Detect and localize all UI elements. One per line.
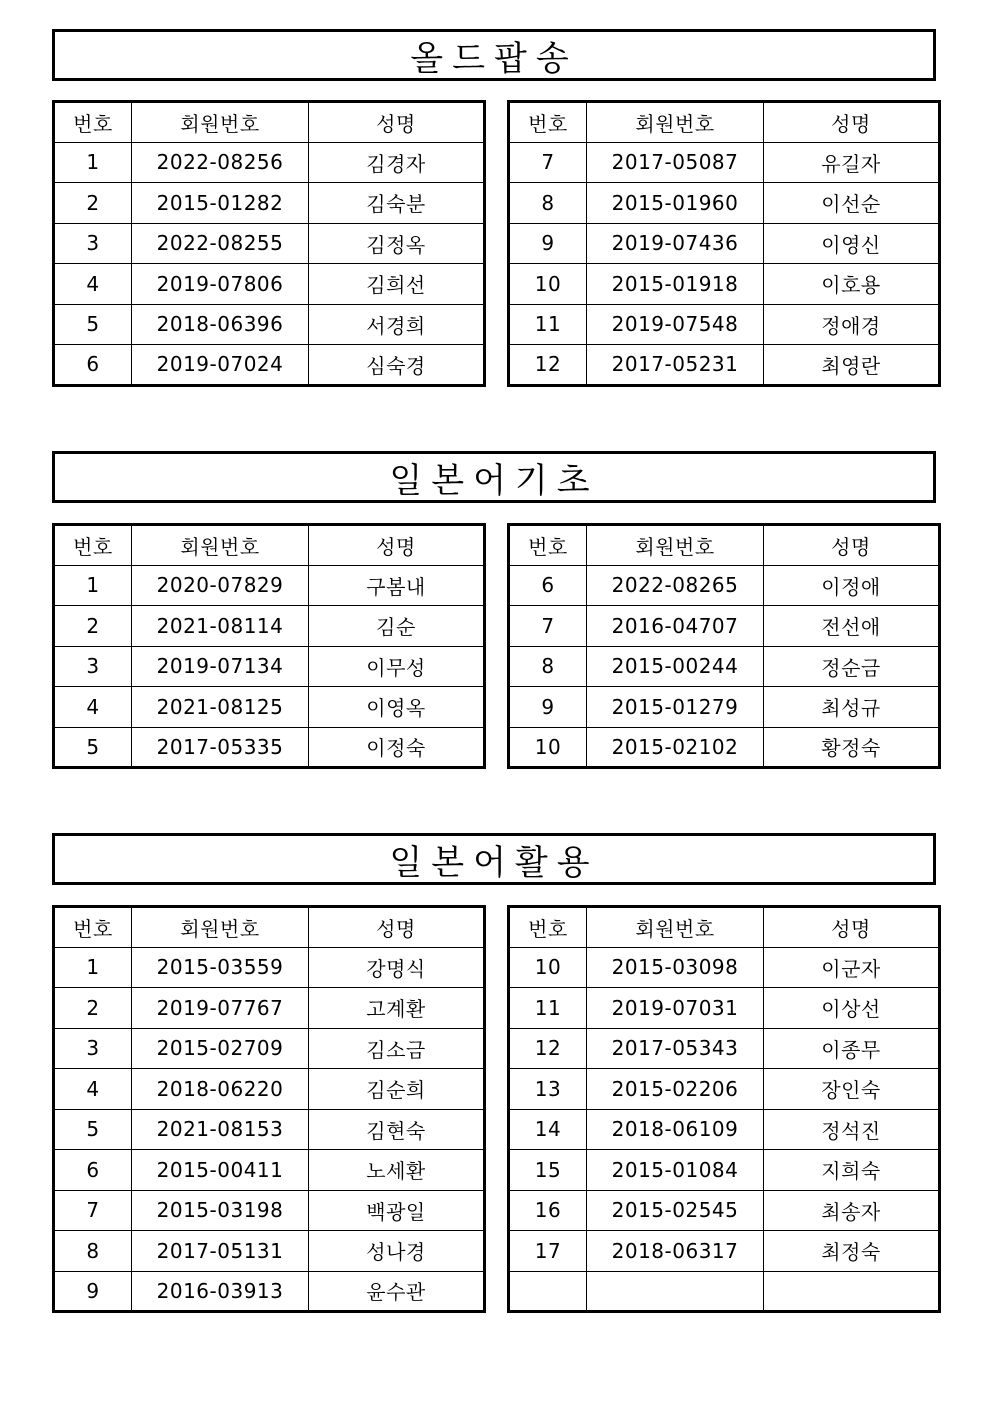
header-cell-name: 성명 [309,907,485,948]
cell-no: 2 [54,606,132,647]
cell-member-id: 2015-01918 [587,264,764,305]
cell-no: 15 [509,1150,587,1191]
table-row [509,1109,940,1150]
cell-name: 윤수관 [309,1271,485,1312]
cell-no: 17 [509,1231,587,1272]
table-row [509,264,940,305]
table-row [54,947,485,988]
cell-member-id: 2018-06109 [587,1109,764,1150]
table-row [509,687,940,728]
section-title-2: 일본어기초 [52,451,936,503]
table-row [509,223,940,264]
table-row [54,264,485,305]
cell-name: 김정옥 [309,223,485,264]
cell-name: 이호용 [764,264,940,305]
table-row [509,1150,940,1191]
cell-member-id: 2015-03198 [132,1190,309,1231]
cell-member-id: 2017-05131 [132,1231,309,1272]
table-row [509,565,940,606]
cell-name: 김현숙 [309,1109,485,1150]
table-row [509,1069,940,1110]
cell-no: 13 [509,1069,587,1110]
header-cell-no: 번호 [509,907,587,948]
cell-no: 6 [54,1150,132,1191]
table-row [509,1231,940,1272]
cell-name [764,1271,940,1312]
cell-no: 8 [509,646,587,687]
cell-no: 12 [509,345,587,386]
cell-no: 14 [509,1109,587,1150]
cell-member-id: 2020-07829 [132,565,309,606]
table-row [509,345,940,386]
cell-name: 지희숙 [764,1150,940,1191]
table-row [509,727,940,768]
cell-member-id: 2021-08114 [132,606,309,647]
cell-name: 심숙경 [309,345,485,386]
cell-no: 12 [509,1028,587,1069]
header-cell-name: 성명 [309,102,485,143]
cell-name: 이상선 [764,988,940,1029]
header-row [54,907,485,948]
cell-no: 10 [509,727,587,768]
cell-no: 7 [54,1190,132,1231]
table-row [509,1028,940,1069]
header-cell-name: 성명 [309,525,485,566]
table-row [509,988,940,1029]
roster-table-2-right [507,523,941,769]
cell-member-id: 2019-07134 [132,646,309,687]
cell-name: 이무성 [309,646,485,687]
table-row [509,304,940,345]
cell-member-id: 2015-02102 [587,727,764,768]
header-row [509,907,940,948]
cell-member-id: 2015-03559 [132,947,309,988]
cell-member-id: 2015-00411 [132,1150,309,1191]
roster-table-3-left [52,905,486,1313]
cell-name: 이정애 [764,565,940,606]
table-row [509,1190,940,1231]
header-cell-no: 번호 [54,907,132,948]
cell-member-id: 2015-01960 [587,183,764,224]
table-row [54,223,485,264]
table-row [509,1271,940,1312]
cell-no: 7 [509,606,587,647]
cell-name: 이선순 [764,183,940,224]
cell-member-id: 2018-06317 [587,1231,764,1272]
cell-name: 이군자 [764,947,940,988]
table-row [54,1231,485,1272]
header-cell-member-id: 회원번호 [132,525,309,566]
cell-no: 3 [54,1028,132,1069]
header-row [509,525,940,566]
cell-name: 최정숙 [764,1231,940,1272]
cell-member-id: 2022-08255 [132,223,309,264]
cell-name: 구봄내 [309,565,485,606]
cell-member-id: 2022-08265 [587,565,764,606]
cell-no: 4 [54,687,132,728]
cell-name: 최송자 [764,1190,940,1231]
cell-no: 9 [54,1271,132,1312]
cell-no: 1 [54,565,132,606]
cell-no: 10 [509,264,587,305]
cell-member-id: 2017-05087 [587,142,764,183]
cell-no: 3 [54,646,132,687]
header-cell-no: 번호 [54,525,132,566]
cell-member-id: 2022-08256 [132,142,309,183]
cell-name: 강명식 [309,947,485,988]
cell-name: 황정숙 [764,727,940,768]
header-cell-member-id: 회원번호 [587,907,764,948]
table-row [54,646,485,687]
cell-name: 유길자 [764,142,940,183]
table-row [54,183,485,224]
cell-name: 김순 [309,606,485,647]
roster-table-3-right [507,905,941,1313]
header-cell-member-id: 회원번호 [132,907,309,948]
cell-name: 정순금 [764,646,940,687]
table-row [54,988,485,1029]
header-row [509,102,940,143]
cell-name: 장인숙 [764,1069,940,1110]
table-row [54,1271,485,1312]
cell-member-id: 2015-03098 [587,947,764,988]
table-row [54,1109,485,1150]
header-cell-member-id: 회원번호 [587,525,764,566]
header-row [54,525,485,566]
cell-name: 이영신 [764,223,940,264]
cell-member-id: 2019-07806 [132,264,309,305]
cell-no: 4 [54,264,132,305]
roster-table-2-left [52,523,486,769]
cell-name: 최영란 [764,345,940,386]
cell-name: 김숙분 [309,183,485,224]
roster-table-1-left [52,100,486,387]
header-cell-no: 번호 [509,525,587,566]
table-row [54,687,485,728]
cell-no: 9 [509,687,587,728]
cell-name: 백광일 [309,1190,485,1231]
header-cell-name: 성명 [764,102,940,143]
header-cell-no: 번호 [54,102,132,143]
cell-no: 1 [54,142,132,183]
cell-name: 정애경 [764,304,940,345]
cell-no: 9 [509,223,587,264]
cell-name: 김순희 [309,1069,485,1110]
cell-no: 10 [509,947,587,988]
cell-name: 최성규 [764,687,940,728]
table-row [54,345,485,386]
cell-member-id: 2015-01282 [132,183,309,224]
cell-member-id: 2017-05231 [587,345,764,386]
table-row [54,727,485,768]
cell-no: 11 [509,304,587,345]
cell-name: 서경희 [309,304,485,345]
table-row [509,947,940,988]
table-row [54,1150,485,1191]
cell-name: 고계환 [309,988,485,1029]
table-row [509,183,940,224]
cell-member-id: 2018-06396 [132,304,309,345]
cell-member-id: 2019-07024 [132,345,309,386]
cell-no: 5 [54,1109,132,1150]
cell-member-id: 2016-04707 [587,606,764,647]
table-row [54,1069,485,1110]
cell-no: 16 [509,1190,587,1231]
cell-name: 김경자 [309,142,485,183]
header-cell-name: 성명 [764,525,940,566]
cell-no: 11 [509,988,587,1029]
cell-no: 5 [54,727,132,768]
table-row [54,1028,485,1069]
cell-name: 이종무 [764,1028,940,1069]
table-row [509,606,940,647]
cell-member-id: 2018-06220 [132,1069,309,1110]
cell-member-id: 2021-08153 [132,1109,309,1150]
cell-no: 2 [54,988,132,1029]
cell-name: 김소금 [309,1028,485,1069]
header-cell-name: 성명 [764,907,940,948]
table-row [509,142,940,183]
cell-no: 6 [54,345,132,386]
cell-name: 김희선 [309,264,485,305]
cell-no [509,1271,587,1312]
cell-member-id: 2021-08125 [132,687,309,728]
table-row [509,646,940,687]
cell-member-id: 2019-07031 [587,988,764,1029]
cell-name: 노세환 [309,1150,485,1191]
cell-member-id: 2015-01084 [587,1150,764,1191]
cell-member-id: 2015-02545 [587,1190,764,1231]
cell-name: 정석진 [764,1109,940,1150]
table-row [54,1190,485,1231]
cell-member-id: 2016-03913 [132,1271,309,1312]
cell-no: 1 [54,947,132,988]
section-title-3: 일본어활용 [52,833,936,885]
cell-member-id: 2019-07436 [587,223,764,264]
cell-member-id: 2019-07767 [132,988,309,1029]
header-cell-no: 번호 [509,102,587,143]
cell-name: 이정숙 [309,727,485,768]
table-row [54,142,485,183]
cell-no: 5 [54,304,132,345]
cell-no: 4 [54,1069,132,1110]
roster-table-1-right [507,100,941,387]
cell-no: 6 [509,565,587,606]
cell-no: 7 [509,142,587,183]
header-cell-member-id: 회원번호 [587,102,764,143]
section-title-1: 올드팝송 [52,29,936,81]
table-row [54,565,485,606]
cell-member-id: 2015-02206 [587,1069,764,1110]
cell-member-id: 2015-01279 [587,687,764,728]
header-cell-member-id: 회원번호 [132,102,309,143]
cell-name: 이영옥 [309,687,485,728]
table-row [54,606,485,647]
cell-name: 전선애 [764,606,940,647]
cell-member-id: 2017-05343 [587,1028,764,1069]
cell-no: 2 [54,183,132,224]
cell-no: 3 [54,223,132,264]
cell-name: 성나경 [309,1231,485,1272]
cell-member-id: 2015-02709 [132,1028,309,1069]
table-row [54,304,485,345]
cell-member-id [587,1271,764,1312]
header-row [54,102,485,143]
cell-no: 8 [54,1231,132,1272]
cell-member-id: 2015-00244 [587,646,764,687]
cell-no: 8 [509,183,587,224]
cell-member-id: 2017-05335 [132,727,309,768]
cell-member-id: 2019-07548 [587,304,764,345]
